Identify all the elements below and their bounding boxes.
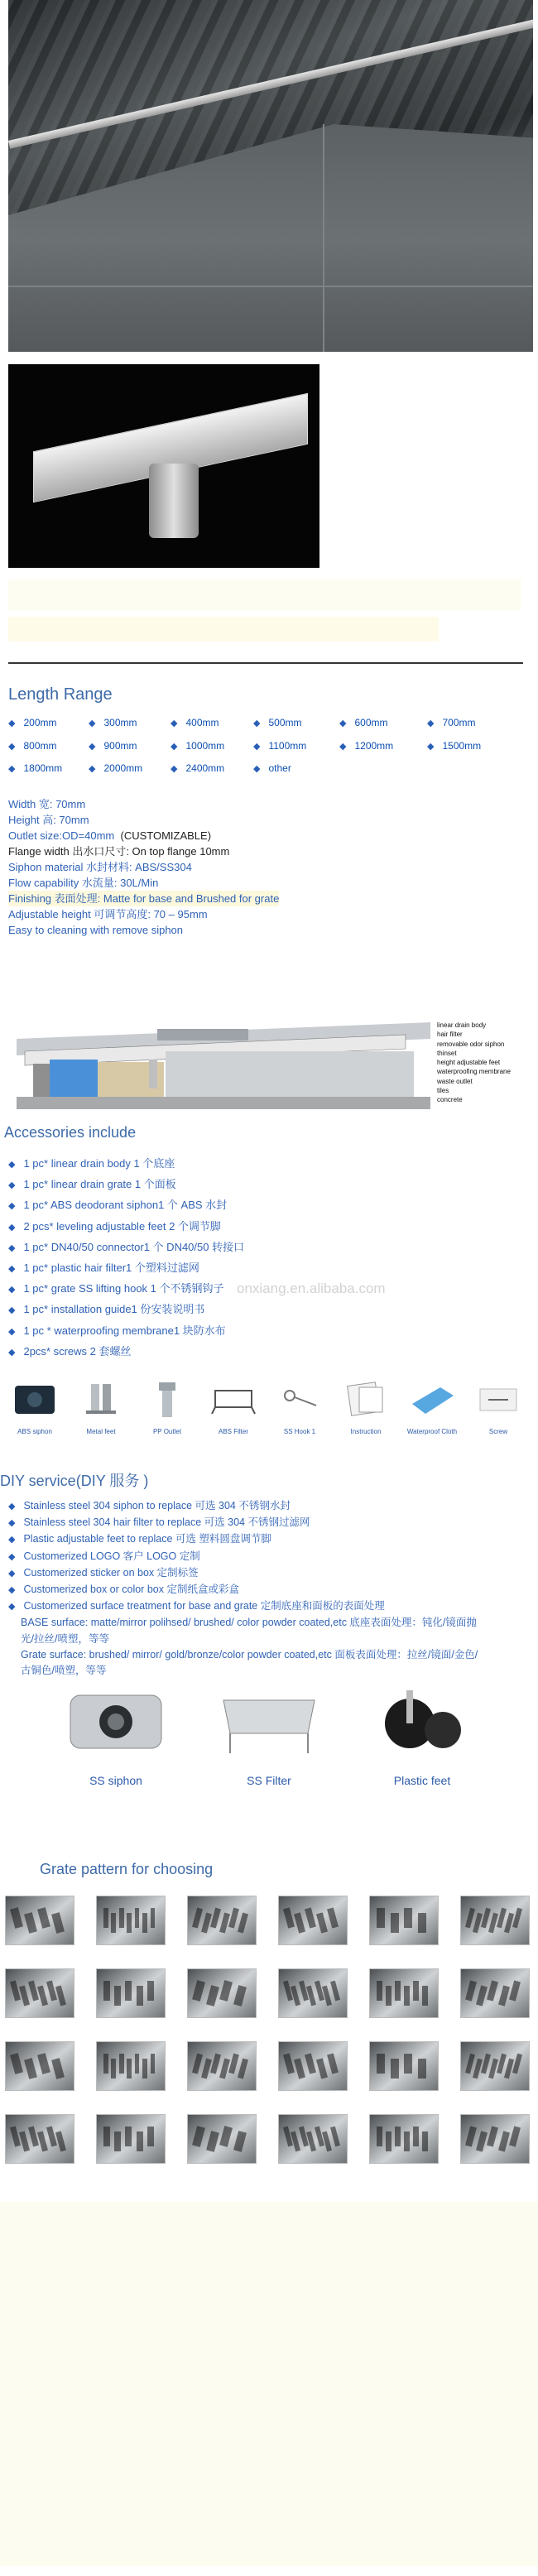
tile-seam (8, 286, 533, 287)
diagram-label: height adjustable feet (437, 1059, 501, 1067)
accessory-item: ◆ 2 pcs* leveling adjustable feet 2 个调节脚 (8, 1219, 221, 1233)
length-size-option: ◆ 1100mm (253, 740, 307, 752)
spec-adjustable: Adjustable height 可调节高度: 70 – 95mm (8, 908, 208, 920)
length-size-option: ◆ 1800mm (8, 762, 63, 774)
product-photo (8, 364, 319, 568)
diy-item: ◆ Customerized box or color box 定制纸盒或彩盒 (8, 1584, 239, 1596)
spec-list (8, 796, 279, 938)
length-range-title: Length Range (8, 685, 113, 704)
watermark: onxiang.en.alibaba.com (237, 1281, 386, 1296)
diy-grate-surface: Grate surface: brushed/ mirror/ gold/bronze/color powder coated,etc 面板表面处理：拉丝/镜面/金色/ (21, 1648, 478, 1660)
length-size-option: ◆ 300mm (89, 717, 137, 728)
diagram-label: hair filter (437, 1031, 463, 1039)
pale-band (8, 579, 521, 611)
spec-flow: Flow capability 水流量: 30L/Min (8, 877, 159, 889)
grate-pattern-tile (96, 2114, 166, 2164)
grate-pattern-tile (96, 2041, 166, 2091)
diy-ss-siphon: SS siphon (50, 1684, 182, 1787)
diagram-label: concrete (437, 1096, 463, 1104)
grate-pattern-tile (278, 2114, 348, 2164)
diagram-labels (437, 1021, 511, 1105)
grate-pattern-title: Grate pattern for choosing (40, 1861, 214, 1877)
grate-pattern-tile (5, 1968, 74, 2018)
installation-section-diagram (17, 1014, 430, 1109)
spec-height: Height 高: 70mm (8, 814, 89, 826)
diy-item: ◆ Customerized sticker on box 定制标签 (8, 1566, 199, 1579)
grate-pattern-tile (369, 2114, 439, 2164)
accessory-item: ◆ 1 pc* installation guide1 份安装说明书 (8, 1303, 205, 1316)
diagram-label: waste outlet (437, 1077, 473, 1085)
spec-outlet: Outlet size:OD=40mm (CUSTOMIZABLE) (8, 829, 212, 842)
accessory-images (4, 1379, 534, 1437)
diagram-label: thinset (437, 1049, 457, 1057)
grate-pattern-tile (187, 2041, 257, 2091)
grate-pattern-tile (187, 1968, 257, 2018)
accessory-item: ◆ 1 pc* DN40/50 connector1 个 DN40/50 转接口 (8, 1240, 245, 1253)
divider (8, 662, 523, 664)
diy-list (8, 1498, 478, 1679)
diy-ss-filter: SS Filter (203, 1684, 335, 1787)
length-size-option: ◆ 1200mm (339, 740, 394, 752)
tile-seam (323, 124, 324, 352)
accessory-item: ◆ 1 pc* linear drain grate 1 个面板 (8, 1178, 176, 1191)
length-size-option: ◆ 900mm (89, 740, 137, 752)
diagram-label: removable odor siphon (437, 1040, 505, 1048)
spec-finishing: Finishing 表面处理: Matte for base and Brushed for grate (8, 892, 280, 905)
spec-easy: Easy to cleaning with remove siphon (8, 924, 184, 936)
length-size-option: ◆ 2000mm (89, 762, 143, 774)
accessory-item: ◆ 1 pc* grate SS lifting hook 1 个不锈钢钩子 (8, 1282, 224, 1295)
grate-pattern-tile (187, 2114, 257, 2164)
accessory-item: ◆ 1 pc* plastic hair filter1 个塑料过滤网 (8, 1262, 199, 1275)
accessory-waterproof-cloth: Waterproof Cloth (401, 1379, 463, 1437)
accessory-item: ◆ 1 pc* ABS deodorant siphon1 个 ABS 水封 (8, 1199, 228, 1212)
grate-pattern-tile (278, 2041, 348, 2091)
diy-item: ◆ Plastic adjustable feet to replace 可选 塑料圆盘调节脚 (8, 1533, 271, 1545)
diy-images (50, 1684, 513, 1808)
diy-base-surface: 光/拉丝/喷塑，等等 (21, 1632, 109, 1645)
diy-title: DIY service(DIY 服务 ) (0, 1473, 149, 1489)
pale-band (8, 617, 439, 642)
accessories-title: Accessories include (4, 1124, 137, 1141)
accessory-instruction: Instruction (335, 1379, 396, 1437)
accessory-item: ◆ 1 pc* linear drain body 1 个底座 (8, 1157, 175, 1170)
length-size-option: ◆ 1500mm (427, 740, 482, 752)
grate-pattern-tile (96, 1968, 166, 2018)
accessory-item: ◆ 2pcs* screws 2 套螺丝 (8, 1344, 132, 1358)
grate-pattern-tile (278, 1968, 348, 2018)
length-size-option: ◆ 1000mm (171, 740, 225, 752)
grate-pattern-tile (460, 1896, 530, 1945)
accessory-ss-hook: SS Hook 1 (269, 1379, 330, 1437)
diagram-label: tiles (437, 1087, 449, 1095)
diy-grate-surface: 古铜色/喷塑，等等 (21, 1665, 107, 1677)
grate-pattern-tile (460, 1968, 530, 2018)
spec-flange: Flange width 出水口尺寸: On top flange 10mm (8, 845, 230, 858)
grate-pattern-tile (278, 1896, 348, 1945)
length-size-option: ◆ other (253, 762, 291, 774)
grate-pattern-tile (369, 1968, 439, 2018)
spec-width: Width 宽: 70mm (8, 798, 86, 810)
accessories-list (8, 1154, 244, 1362)
accessory-abs-filter: ABS Filter (203, 1379, 264, 1437)
grate-pattern-tile (369, 1896, 439, 1945)
accessory-pp-outlet: PP Outlet (137, 1379, 198, 1437)
diy-item: ◆ Stainless steel 304 hair filter to replace 可选 304 不锈钢过滤网 (8, 1516, 310, 1529)
diy-item: ◆ Customerized LOGO 客户 LOGO 定制 (8, 1550, 200, 1562)
grate-pattern-tile (187, 1896, 257, 1945)
diy-item: ◆ Customerized surface treatment for base and grate 定制底座和面板的表面处理 (8, 1600, 385, 1612)
hero-photo (8, 0, 533, 352)
accessory-item: ◆ 1 pc * waterproofing membrane1 块防水布 (8, 1324, 226, 1337)
grate-pattern-tile (96, 1896, 166, 1945)
accessory-abs-siphon: ABS siphon (4, 1379, 65, 1437)
spec-siphon: Siphon material 水封材料: ABS/SS304 (8, 861, 192, 873)
diy-item: ◆ Stainless steel 304 siphon to replace 可选 304 不锈钢水封 (8, 1500, 291, 1511)
length-size-option: ◆ 800mm (8, 740, 57, 752)
grate-pattern-grid (3, 1896, 535, 2169)
length-size-option: ◆ 600mm (339, 717, 388, 728)
pale-footer (0, 2202, 538, 2566)
grate-pattern-tile (5, 1896, 74, 1945)
diagram-label: linear drain body (437, 1021, 487, 1029)
accessory-screw: Screw (468, 1379, 529, 1437)
drain-outlet (149, 464, 199, 538)
length-size-option: ◆ 200mm (8, 717, 57, 728)
diagram-label: waterproofing membrane (437, 1068, 511, 1076)
length-size-option: ◆ 500mm (253, 717, 302, 728)
grate-pattern-tile (369, 2041, 439, 2091)
length-size-option: ◆ 2400mm (171, 762, 225, 774)
grate-pattern-tile (5, 2041, 74, 2091)
grate-pattern-tile (5, 2114, 74, 2164)
diy-base-surface: BASE surface: matte/mirror polihsed/ brushed/ color powder coated,etc 底座表面处理：钝化/镜面抛 (21, 1617, 477, 1629)
length-size-option: ◆ 400mm (171, 717, 219, 728)
grate-pattern-tile (460, 2114, 530, 2164)
diy-plastic-feet: Plastic feet (356, 1684, 488, 1787)
accessory-metal-feet: Metal feet (70, 1379, 132, 1437)
length-size-option: ◆ 700mm (427, 717, 476, 728)
grate-pattern-tile (460, 2041, 530, 2091)
